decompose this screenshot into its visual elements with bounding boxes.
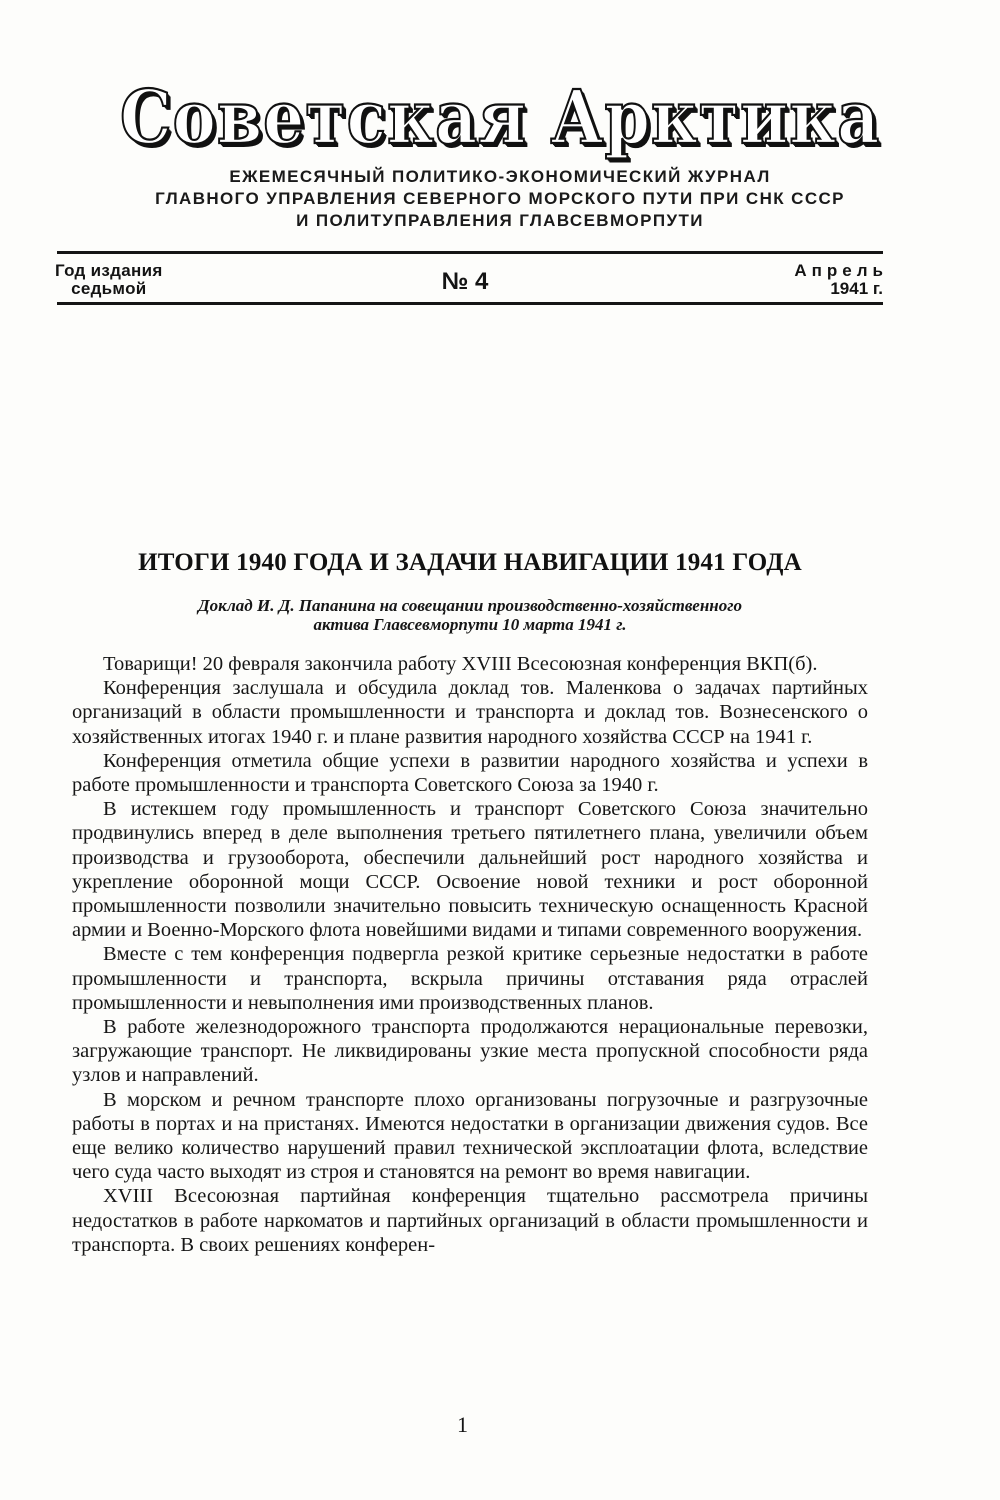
page-number: 1 xyxy=(457,1412,468,1437)
article-byline xyxy=(0,596,940,634)
issue-number: № 4 xyxy=(441,268,489,295)
subtitle-line: ГЛАВНОГО УПРАВЛЕНИЯ СЕВЕРНОГО МОРСКОГО ПУТИ ПРИ СНК СССР xyxy=(155,189,845,208)
paragraph: Вместе с тем конференция подвергла резкой критике серьезные недостатки в работе промышленности и транспорта, вскрыла причины отставания ряда отраслей промышленности и невыполнения ими производственных планов. xyxy=(72,943,868,1014)
article-body xyxy=(72,652,868,1257)
byline-line: Доклад И. Д. Папанина на совещании производственно-хозяйственного xyxy=(198,596,742,615)
byline-line: актива Главсевморпути 10 марта 1941 г. xyxy=(313,615,627,634)
article-title: ИТОГИ 1940 ГОДА И ЗАДАЧИ НАВИГАЦИИ 1941 ГОДА xyxy=(138,549,802,576)
paragraph: В морском и речном транспорте плохо организованы погрузочные и разгрузочные работы в портах и на пристанях. Имеются недостатки в организации движения судов. Все еще велико количество нарушений правил технической эксплоатации флота, вследствие чего суда часто выходят из строя и становятся на ремонт во время навигации. xyxy=(72,1088,868,1184)
journal-subtitle xyxy=(0,166,1000,232)
paragraph: В работе железнодорожного транспорта продолжаются нерациональные перевозки, загружающие транспорт. Не ликвидированы узкие места пропускной способности ряда узлов и направлений. xyxy=(72,1016,868,1087)
paragraph: Товарищи! 20 февраля закончила работу XVIII Всесоюзная конференция ВКП(б). xyxy=(103,653,818,675)
issue-date xyxy=(794,261,888,298)
paragraph: Конференция отметила общие успехи в развитии народного хозяйства и успехи в работе промышленности и транспорта Советского Союза за 1940 г. xyxy=(72,749,868,797)
top-rule-divider xyxy=(57,251,883,254)
issue-year: 1941 г. xyxy=(830,279,883,298)
paragraph: В истекшем году промышленность и транспорт Советского Союза значительно продвинулись вперед в деле выполнения третьего пятилетнего плана, увеличили объем производства и грузооборота, обеспечили дальнейший рост народного хозяйства и укрепление оборонной мощи СССР. Освоение новой техники и рост оборонной промышленности позволили значительно повысить техническую оснащенность Красной армии и Военно-Морского флота новейшими видами и типами современного вооружения. xyxy=(72,798,868,942)
paragraph: XVIII Всесоюзная партийная конференция тщательно рассмотрела причины недостатков в работе наркоматов и партийных организаций в области промышленности и транспорта. В своих решениях конферен- xyxy=(72,1185,868,1256)
subtitle-line: ЕЖЕМЕСЯЧНЫЙ ПОЛИТИКО-ЭКОНОМИЧЕСКИЙ ЖУРНАЛ xyxy=(229,167,771,186)
bottom-rule-divider xyxy=(57,302,883,305)
year-label-line: Год издания xyxy=(55,261,163,280)
subtitle-line: И ПОЛИТУПРАВЛЕНИЯ ГЛАВСЕВМОРПУТИ xyxy=(296,211,704,230)
journal-masthead-title: Советская Арктика xyxy=(119,75,881,161)
year-label-line: седьмой xyxy=(71,279,147,298)
issue-month: Апрель xyxy=(794,261,888,280)
paragraph: Конференция заслушала и обсудила доклад тов. Маленкова о задачах партийных организаций в области промышленности и транспорта и доклад тов. Вознесенского о хозяйственных итогах 1940 г. и плане развития народного хозяйства СССР на 1941 г. xyxy=(72,677,868,748)
